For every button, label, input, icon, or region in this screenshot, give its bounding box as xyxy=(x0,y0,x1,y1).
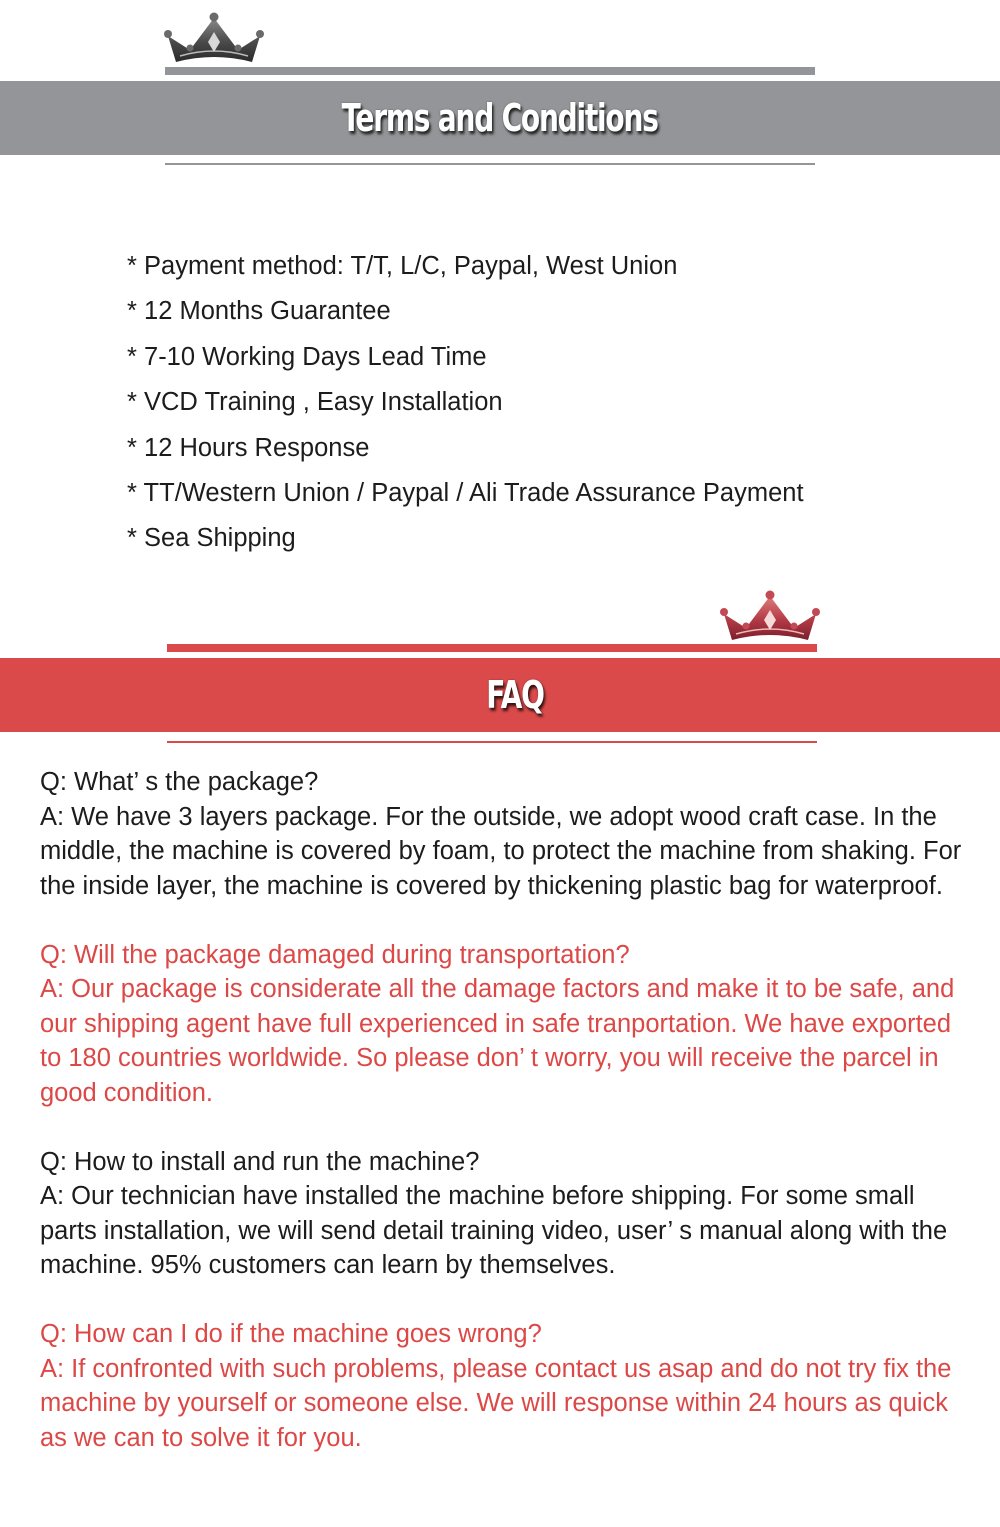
terms-item: * VCD Training , Easy Installation xyxy=(127,388,503,417)
faq-question: Q: How can I do if the machine goes wrong? xyxy=(40,1320,542,1348)
crown-icon xyxy=(162,10,266,66)
faq-banner xyxy=(0,658,1000,732)
terms-title: Terms and Conditions xyxy=(342,96,658,140)
faq-list xyxy=(40,765,970,1490)
terms-item: * Payment method: T/T, L/C, Paypal, West Union xyxy=(127,252,678,280)
terms-item: * 7-10 Working Days Lead Time xyxy=(127,342,487,371)
faq-item xyxy=(40,938,970,1111)
top-rule-gray xyxy=(165,67,815,75)
terms-banner xyxy=(0,81,1000,155)
faq-question: Q: What’ s the package? xyxy=(40,768,319,796)
faq-question: Q: Will the package damaged during transportation? xyxy=(40,940,630,969)
faq-answer: A: Our technician have installed the machine before shipping. For some small parts installation, we will send detail training video, user’ s manual along with the machine. 95% customers can learn by themselves. xyxy=(40,1182,948,1279)
terms-list xyxy=(127,244,804,562)
faq-answer: A: If confronted with such problems, please contact us asap and do not try fix the machine by yourself or someone else. We will response within 24 hours as quick as we can to solve it for you. xyxy=(40,1354,952,1452)
terms-item: * TT/Western Union / Paypal / Ali Trade Assurance Payment xyxy=(127,478,804,507)
faq-question: Q: How to install and run the machine? xyxy=(40,1147,480,1176)
terms-item: * Sea Shipping xyxy=(127,524,296,553)
faq-title: FAQ xyxy=(486,673,544,717)
faq-item xyxy=(40,765,970,903)
terms-item: * 12 Months Guarantee xyxy=(127,297,391,326)
terms-item: * 12 Hours Response xyxy=(127,433,370,462)
faq-answer: A: We have 3 layers package. For the outside, we adopt wood craft case. In the middle, the machine is covered by foam, to protect the machine from shaking. For the inside layer, the machine is covered by thickening plastic bag for waterproof. xyxy=(40,802,962,900)
faq-item xyxy=(40,1145,970,1283)
bottom-rule-red xyxy=(167,741,817,743)
top-rule-red xyxy=(167,644,817,652)
faq-answer: A: Our package is considerate all the damage factors and make it to be safe, and our shipping agent have full experienced in safe tranportation. We have exported to 180 countries worldwide. So please don’ t worry, you will receive the parcel in good condition. xyxy=(40,975,955,1107)
bottom-rule-gray xyxy=(165,163,815,165)
faq-item xyxy=(40,1317,970,1455)
crown-icon xyxy=(718,588,822,644)
